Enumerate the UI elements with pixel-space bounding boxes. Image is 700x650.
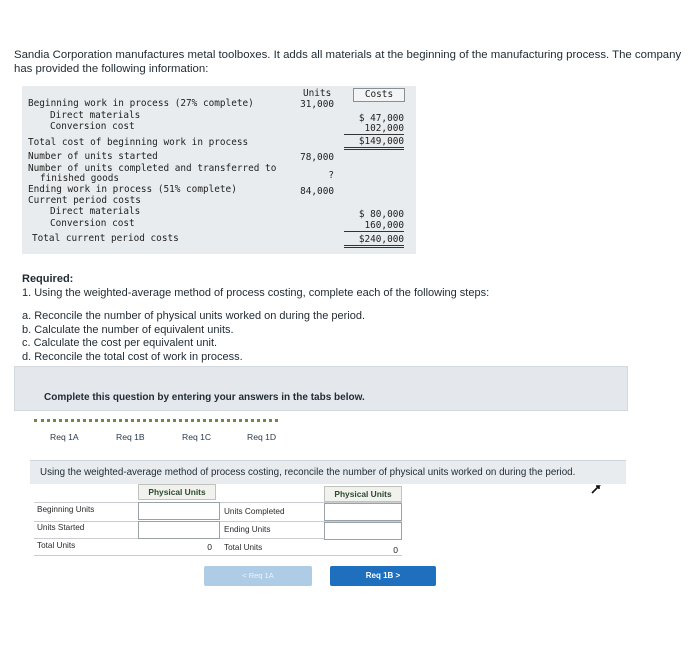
beginning-units-input[interactable] (138, 502, 220, 520)
row-units-started-label: Number of units started (28, 151, 158, 162)
row-conversion-cost-cost: 102,000 (344, 123, 404, 135)
row-ending-wip-label: Ending work in process (51% complete) (28, 184, 237, 195)
row-current-costs-label: Current period costs (28, 195, 141, 206)
row-conversion-cost-label: Conversion cost (50, 121, 135, 132)
required-item-1: 1. Using the weighted-average method of process costing, complete each of the following steps: (22, 286, 490, 299)
tab-instruction-text: Using the weighted-average method of process costing, reconcile the number of physical units worked on during the period. (40, 467, 576, 478)
intro-line-1: Sandia Corporation manufactures metal toolboxes. It adds all materials at the beginning of the manufacturing process. The company (14, 49, 682, 61)
row-units-completed-units: ? (328, 170, 334, 181)
intro-line-2: has provided the following information: (14, 63, 209, 75)
label-ending-units: Ending Units (224, 525, 271, 534)
right-header: Physical Units (324, 486, 402, 502)
row-beginning-wip-units: 31,000 (300, 99, 334, 110)
row-total-beginning-label: Total cost of beginning work in process (28, 137, 249, 148)
left-total-value: 0 (207, 542, 212, 552)
ending-units-input[interactable] (324, 522, 402, 540)
next-button[interactable]: Req 1B > (330, 566, 436, 586)
tab-req-1b[interactable]: Req 1B (116, 432, 145, 442)
required-step-c: c. Calculate the cost per equivalent unit. (22, 337, 218, 349)
label-right-total-units: Total Units (224, 543, 263, 552)
required-step-b: b. Calculate the number of equivalent units. (22, 323, 234, 336)
required-heading: Required: (22, 273, 74, 285)
tab-req-1c[interactable]: Req 1C (182, 432, 212, 442)
row-ending-wip-units: 84,000 (300, 186, 334, 197)
required-step-d: d. Reconcile the total cost of work in process. (22, 350, 243, 363)
row-beginning-wip-label: Beginning work in process (27% complete) (28, 98, 254, 109)
row-direct-materials-label: Direct materials (50, 110, 141, 121)
required-step-a: a. Reconcile the number of physical units worked on during the period. (22, 310, 366, 322)
tab-req-1a[interactable]: Req 1A (50, 432, 79, 442)
row-total-current-cost: $240,000 (344, 234, 404, 248)
row-divider (34, 555, 402, 556)
row-cur-conversion-cost: 160,000 (344, 220, 404, 232)
row-units-started-units: 78,000 (300, 152, 334, 163)
instructions-text: Complete this question by entering your answers in the tabs below. (44, 392, 365, 403)
row-units-completed-label: Number of units completed and transferred to (28, 163, 277, 174)
pointer-cursor-icon (591, 484, 601, 494)
row-total-current-label: Total current period costs (32, 233, 179, 244)
costs-header: Costs (353, 88, 405, 102)
prev-button[interactable]: < Req 1A (204, 566, 312, 586)
row-cur-direct-materials-cost: $ 80,000 (358, 209, 404, 220)
units-started-input[interactable] (138, 521, 220, 539)
label-beginning-units: Beginning Units (37, 505, 95, 514)
row-direct-materials-cost: $ 47,000 (358, 113, 404, 124)
tab-req-1d[interactable]: Req 1D (247, 432, 277, 442)
units-header: Units (303, 88, 332, 99)
label-left-total-units: Total Units (37, 541, 76, 550)
label-units-started: Units Started (37, 523, 85, 532)
left-header: Physical Units (138, 484, 216, 500)
right-total-value: 0 (393, 545, 398, 555)
row-units-completed-label-2: finished goods (40, 173, 120, 184)
row-total-beginning-cost: $149,000 (344, 136, 404, 150)
problem-intro (14, 48, 698, 76)
row-cur-direct-materials-label: Direct materials (50, 206, 141, 217)
row-cur-conversion-label: Conversion cost (50, 218, 135, 229)
units-completed-input[interactable] (324, 503, 402, 521)
label-units-completed: Units Completed (224, 507, 285, 516)
instructions-panel (14, 366, 628, 411)
required-section (22, 273, 489, 364)
reconciliation-table (34, 484, 402, 560)
